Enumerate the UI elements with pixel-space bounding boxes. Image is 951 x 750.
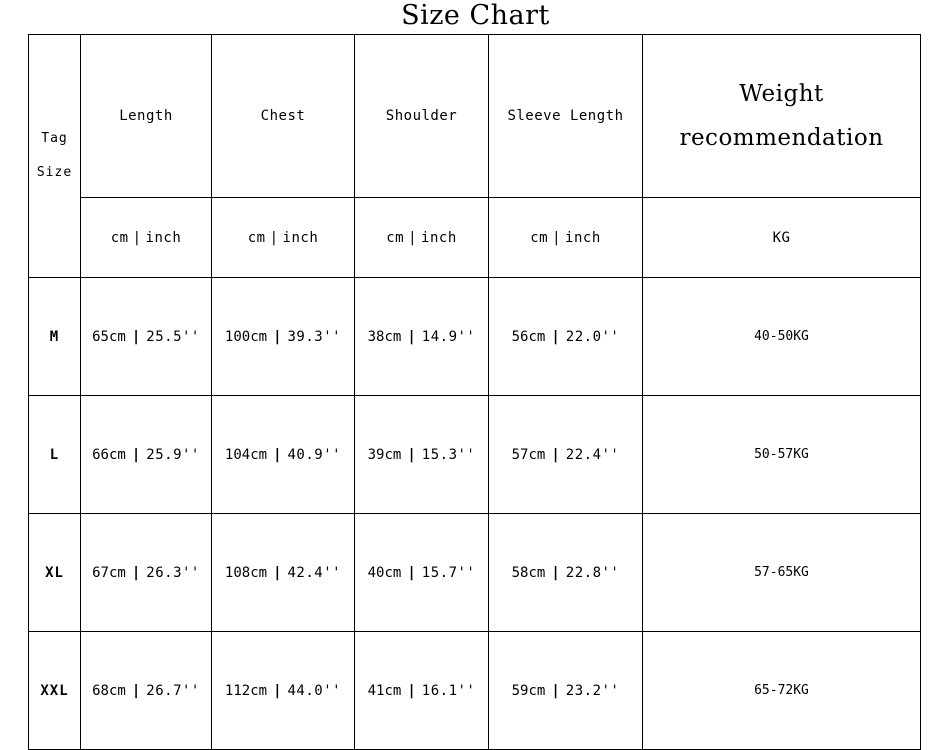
cell-shoulder: 38cm | 14.9'' <box>355 278 489 396</box>
row-size-label: XXL <box>29 632 81 750</box>
cell-sleeve-length: 57cm | 22.4'' <box>489 396 643 514</box>
unit-metric: cm <box>530 229 549 246</box>
row-size-label: M <box>29 278 81 396</box>
weight-header-line2: recommendation <box>679 125 884 151</box>
cell-length: 68cm | 26.7'' <box>81 632 212 750</box>
unit-separator: | <box>552 229 562 246</box>
column-header-length: Length <box>81 35 212 198</box>
unit-metric: cm <box>386 229 405 246</box>
table-header-row-labels <box>29 35 921 198</box>
cell-sleeve-length: 58cm | 22.8'' <box>489 514 643 632</box>
cell-length: 67cm | 26.3'' <box>81 514 212 632</box>
unit-header-sleeve-length <box>489 198 643 278</box>
unit-header-shoulder <box>355 198 489 278</box>
table-row <box>29 632 921 750</box>
unit-header-chest <box>212 198 355 278</box>
cell-chest: 104cm | 40.9'' <box>212 396 355 514</box>
unit-separator: | <box>269 229 279 246</box>
size-chart-table <box>28 34 921 750</box>
column-header-chest: Chest <box>212 35 355 198</box>
page-title: Size Chart <box>401 0 550 31</box>
table-row <box>29 514 921 632</box>
cell-shoulder: 41cm | 16.1'' <box>355 632 489 750</box>
tag-header-line1: Tag <box>41 131 68 146</box>
cell-weight: 65-72KG <box>643 632 921 750</box>
unit-imperial: inch <box>565 229 601 246</box>
cell-weight: 50-57KG <box>643 396 921 514</box>
unit-imperial: inch <box>282 229 319 246</box>
table-row <box>29 278 921 396</box>
cell-sleeve-length: 59cm | 23.2'' <box>489 632 643 750</box>
row-size-label: XL <box>29 514 81 632</box>
row-size-label: L <box>29 396 81 514</box>
unit-separator: | <box>132 229 142 246</box>
unit-header-weight: KG <box>643 198 921 278</box>
cell-weight: 40-50KG <box>643 278 921 396</box>
cell-sleeve-length: 56cm | 22.0'' <box>489 278 643 396</box>
tag-header-line2: Size <box>36 165 73 180</box>
unit-metric: cm <box>247 229 266 246</box>
cell-length: 65cm | 25.5'' <box>81 278 212 396</box>
table-header-row-units <box>29 198 921 278</box>
tag-size-header <box>29 35 81 278</box>
cell-chest: 100cm | 39.3'' <box>212 278 355 396</box>
column-header-weight-recommendation <box>643 35 921 198</box>
unit-metric: cm <box>110 229 129 246</box>
unit-imperial: inch <box>145 229 182 246</box>
cell-chest: 112cm | 44.0'' <box>212 632 355 750</box>
column-header-sleeve-length: Sleeve Length <box>489 35 643 198</box>
unit-separator: | <box>408 229 418 246</box>
column-header-shoulder: Shoulder <box>355 35 489 198</box>
cell-chest: 108cm | 42.4'' <box>212 514 355 632</box>
cell-shoulder: 40cm | 15.7'' <box>355 514 489 632</box>
table-row <box>29 396 921 514</box>
cell-shoulder: 39cm | 15.3'' <box>355 396 489 514</box>
cell-weight: 57-65KG <box>643 514 921 632</box>
weight-header-line1: Weight <box>739 81 824 107</box>
cell-length: 66cm | 25.9'' <box>81 396 212 514</box>
unit-imperial: inch <box>421 229 457 246</box>
unit-header-length <box>81 198 212 278</box>
